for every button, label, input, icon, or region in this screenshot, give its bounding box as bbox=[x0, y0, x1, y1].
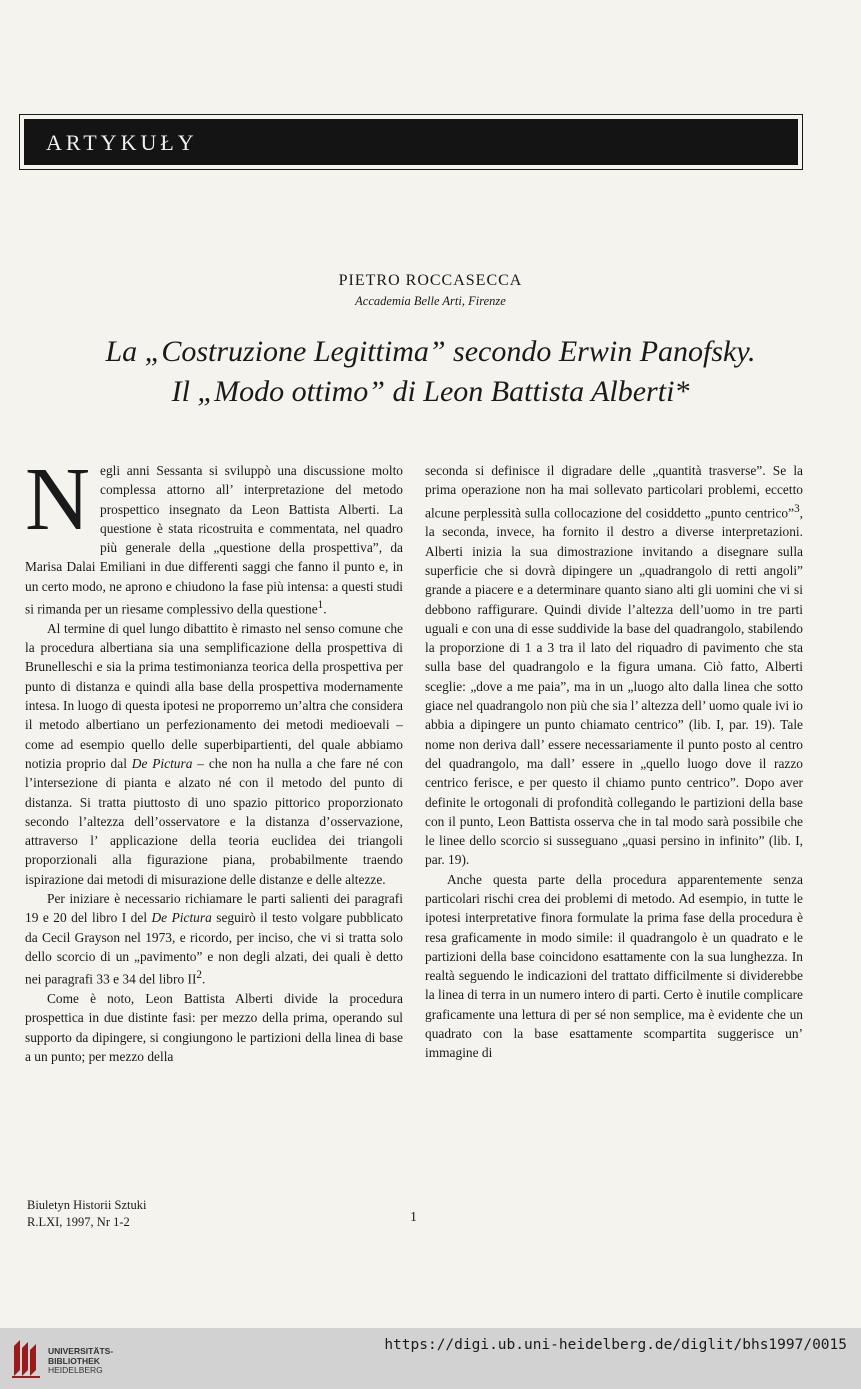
library-name: UNIVERSITÄTS- BIBLIOTHEK HEIDELBERG bbox=[48, 1346, 114, 1375]
title-line-1: La „Costruzione Legittima” secondo Erwin Panofsky. bbox=[105, 335, 756, 368]
section-label: ARTYKUŁY bbox=[23, 118, 799, 166]
library-logo-icon[interactable] bbox=[10, 1336, 42, 1380]
title-line-2: Il „Modo ottimo” di Leon Battista Alberti* bbox=[171, 375, 690, 408]
journal-issue: R.LXI, 1997, Nr 1-2 bbox=[27, 1215, 130, 1229]
footnote-ref[interactable]: 2 bbox=[196, 969, 202, 982]
journal-name: Biuletyn Historii Sztuki bbox=[27, 1198, 147, 1212]
permalink-url[interactable]: https://digi.ub.uni-heidelberg.de/diglit/bhs1997/0015 bbox=[384, 1337, 847, 1353]
paragraph: Negli anni Sessanta si sviluppò una discussione molto complessa attorno all’ interpretazione del metodo prospettico insegnato da Leon Battista Alberti. La questione è stata ricostruita e commentata, nel quadro più generale della „questione della prospettiva”, da Marisa Dalai Emiliani in due differenti saggi che fanno il punto e, in un certo modo, ne aprono e chiudono la fase più intensa: a questi studi si rimanda per un riesame complessivo della questione$^1$. bbox=[25, 450, 403, 617]
journal-footer bbox=[27, 1197, 146, 1231]
article-title bbox=[0, 332, 861, 412]
left-column bbox=[25, 450, 404, 1066]
author-affiliation: Accademia Belle Arti, Firenze bbox=[355, 294, 506, 308]
paragraph: Anche questa parte della procedura apparentemente senza particolari rischi crea dei problemi di metodo. Ad esempio, in tutte le ipotesi interpretative finora formulate la prima fase della procedura è resa graficamente in modo simile: il quadrangolo è un quadrato e le partizioni della base coincidono esattamente con la sua lunghezza. In realtà seguendo le indicazioni del trattato difficilmente si dividerebbe la linea di terra in un numero intero di parti. Certo è inutile complicare graficamente una lettura di per sé non semplice, ma è evidente che un quadrato con la base esattamente scompartita suggerisce un’ immagine di bbox=[425, 871, 803, 1061]
paragraph: seconda si definisce il digradare delle „quantità trasverse”. Se la prima operazione non ha mai sollevato particolari problemi, eccetto alcune perplessità sulla collocazione del cosiddetto „punto centrico”$^3$, la seconda, invece, ha fornito il destro a diverse interpretazioni. Alberti inizia la sua dimostrazione invitando a disegnare sulla superficie che si dovrà dipingere un „quadrangolo di retti angoli” grande a piacere e a determinare quanto siano alti gli uomini che vi si debbono raffigurare. Quindi divide l’altezza dell’uomo in tre parti uguali e con una di esse suddivide la base del quadrangolo, stabilendo la proporzione di 1 a 3 tra il lato del riquadro di pavimento che sta sulla base del quadrangolo e la figura umana. Ciò fatto, Alberti sceglie: „dove a me paia”, ma in un „luogo alto dalla linea che sotto giace nel quadrangolo non più che sia l’ altezza dell’ uomo quale ivi io abbia a dipingere un punto chiamato centrico” (lib. I, par. 19). Tale nome non deriva dall’ essere necessariamente il punto posto al centro del quadrangolo, ma dall’ essere in „quello luogo dove il razzo centrico ferisce, e per questo il chiamo punto centrico”. Dopo aver definite le ortogonali di profondità collegando le partizioni della base con il punto, Leon Battista osserva che in tal modo sarà possibile che le linee dello scorcio si susseguano „quasi persino in infinito” (lib. I, par. 19). bbox=[425, 463, 803, 868]
footnote-ref[interactable]: 1 bbox=[317, 599, 324, 612]
paragraph: Al termine di quel lungo dibattito è rimasto nel senso comune che la procedura albertiana sia una semplificazione della prospettiva di Brunelleschi e sia la prima testimonianza teorica della prospettiva per punto di distanza e quindi alla base della prospettiva modernamente intesa. In luogo di questa ipotesi ne proporremo un’altra che considera il metodo albertiano un perfezionamento dei metodi medioevali – come ad esempio quello delle superbipartienti, del quale abbiamo notizia proprio dal De Pictura – che non ha nulla a che fare né con l’intersezione di pianta e alzato né con il metodo del punto di distanza. Si tratta piuttosto di uno spazio pittorico proporzionato secondo l’altezza dell’osservatore e la distanza d’osservazione, attraverso l’ applicazione della teoria euclidea dei triangoli proporzionali alla figurazione piana, probabilmente traendo ispirazione dai metodi di misurazione delle distanze e delle altezze. bbox=[25, 620, 404, 887]
page-number: 1 bbox=[410, 1210, 417, 1225]
right-column bbox=[425, 461, 803, 1063]
author-name: PIETRO ROCCASECCA bbox=[338, 272, 523, 289]
footnote-ref[interactable]: 3 bbox=[794, 502, 800, 515]
paragraph: Come è noto, Leon Battista Alberti divide la procedura prospettica in due distinte fasi: per mezzo della prima, operando sul supporto da dipingere, si congiungono le partizioni della linea di base a un punto; per mezzo della bbox=[25, 990, 403, 1064]
section-banner bbox=[19, 114, 803, 170]
paragraph: Per iniziare è necessario richiamare le parti salienti dei paragrafi 19 e 20 del libro I del De Pictura seguirò il testo volgare pubblicato da Cecil Grayson nel 1973, e ricordo, per inciso, che vi si tratta solo dello scorcio di un „pavimento” e non degli alzati, dei quali è detto nei paragrafi 33 e 34 del libro $II^2$. bbox=[25, 891, 403, 987]
drop-cap: N bbox=[25, 450, 90, 549]
